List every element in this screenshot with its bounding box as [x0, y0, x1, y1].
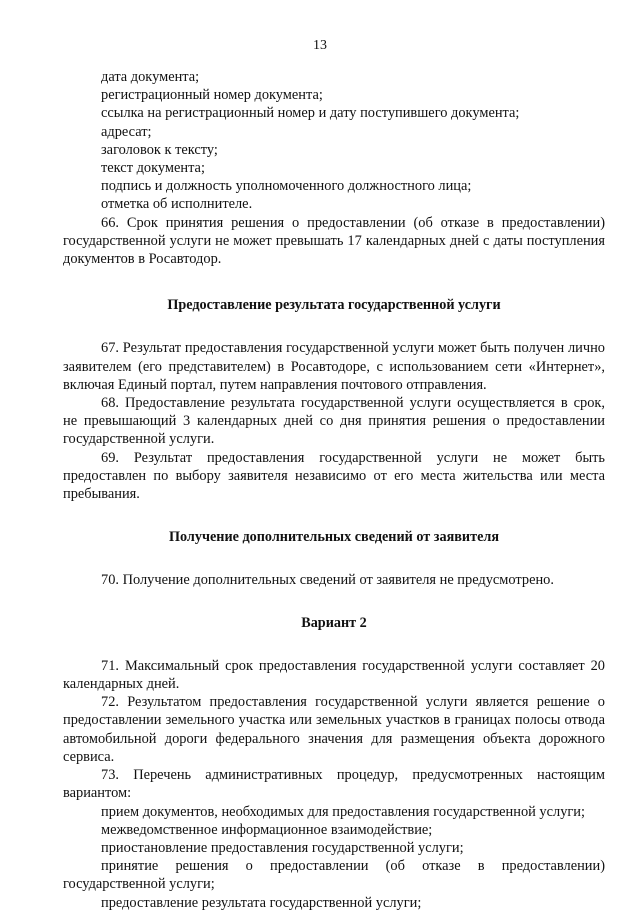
- section-heading-additional: Получение дополнительных сведений от заявителя: [168, 529, 499, 546]
- paragraph-73: 73. Перечень административных процедур, предусмотренных настоящим вариантом:: [63, 767, 605, 802]
- list-item: отметка об исполнителе.: [101, 196, 253, 213]
- list-item: ссылка на регистрационный номер и дату поступившего документа;: [101, 105, 520, 122]
- list-item: принятие решения о предоставлении (об отказе в предоставлении) государственной услуги;: [63, 858, 605, 893]
- list-item: подпись и должность уполномоченного должностного лица;: [101, 178, 472, 195]
- variant-title: Вариант 2: [301, 614, 367, 631]
- list-item: межведомственное информационное взаимодействие;: [101, 821, 433, 838]
- document-body: [63, 68, 605, 912]
- list-item: адресат;: [101, 123, 152, 140]
- list-item: прием документов, необходимых для предоставления государственной услуги;: [101, 803, 585, 820]
- list-item: приостановление предоставления государственной услуги;: [101, 839, 464, 856]
- paragraph-70: 70. Получение дополнительных сведений от заявителя не предусмотрено.: [101, 572, 554, 589]
- paragraph-69: 69. Результат предоставления государственной услуги не может быть предоставлен по выбору заявителя независимо от его места жительства или места пребывания.: [63, 449, 605, 503]
- paragraph-66: 66. Срок принятия решения о предоставлении (об отказе в предоставлении) государственной услуги не может превышать 17 календарных дней с даты поступления документов в Росавтодор.: [63, 214, 605, 268]
- list-item: текст документа;: [101, 160, 205, 177]
- paragraph-67: 67. Результат предоставления государственной услуги может быть получен лично заявителем (его представителем) в Росавтодоре, с использованием сети «Интернет», включая Единый портал, путем направления почтового отправления.: [63, 340, 605, 393]
- paragraph-71: 71. Максимальный срок предоставления государственной услуги составляет 20 календарных дней.: [63, 657, 605, 693]
- page-number: 13: [313, 38, 327, 53]
- list-item: заголовок к тексту;: [101, 141, 218, 158]
- paragraph-68: 68. Предоставление результата государственной услуги осуществляется в срок, не превышающий 3 календарных дней со дня принятия решения о предоставлении государственной услуги.: [63, 395, 605, 448]
- list-item: регистрационный номер документа;: [101, 87, 323, 104]
- list-item: дата документа;: [101, 69, 200, 85]
- list-item: предоставление результата государственной услуги;: [101, 894, 422, 911]
- section-heading-result: Предоставление результата государственной услуги: [167, 297, 501, 314]
- paragraph-72: 72. Результатом предоставления государственной услуги является решение о предоставлении земельного участка или земельных участков в границах полосы отвода автомобильной дороги федерального значения для размещения объекта дорожного сервиса.: [63, 694, 605, 765]
